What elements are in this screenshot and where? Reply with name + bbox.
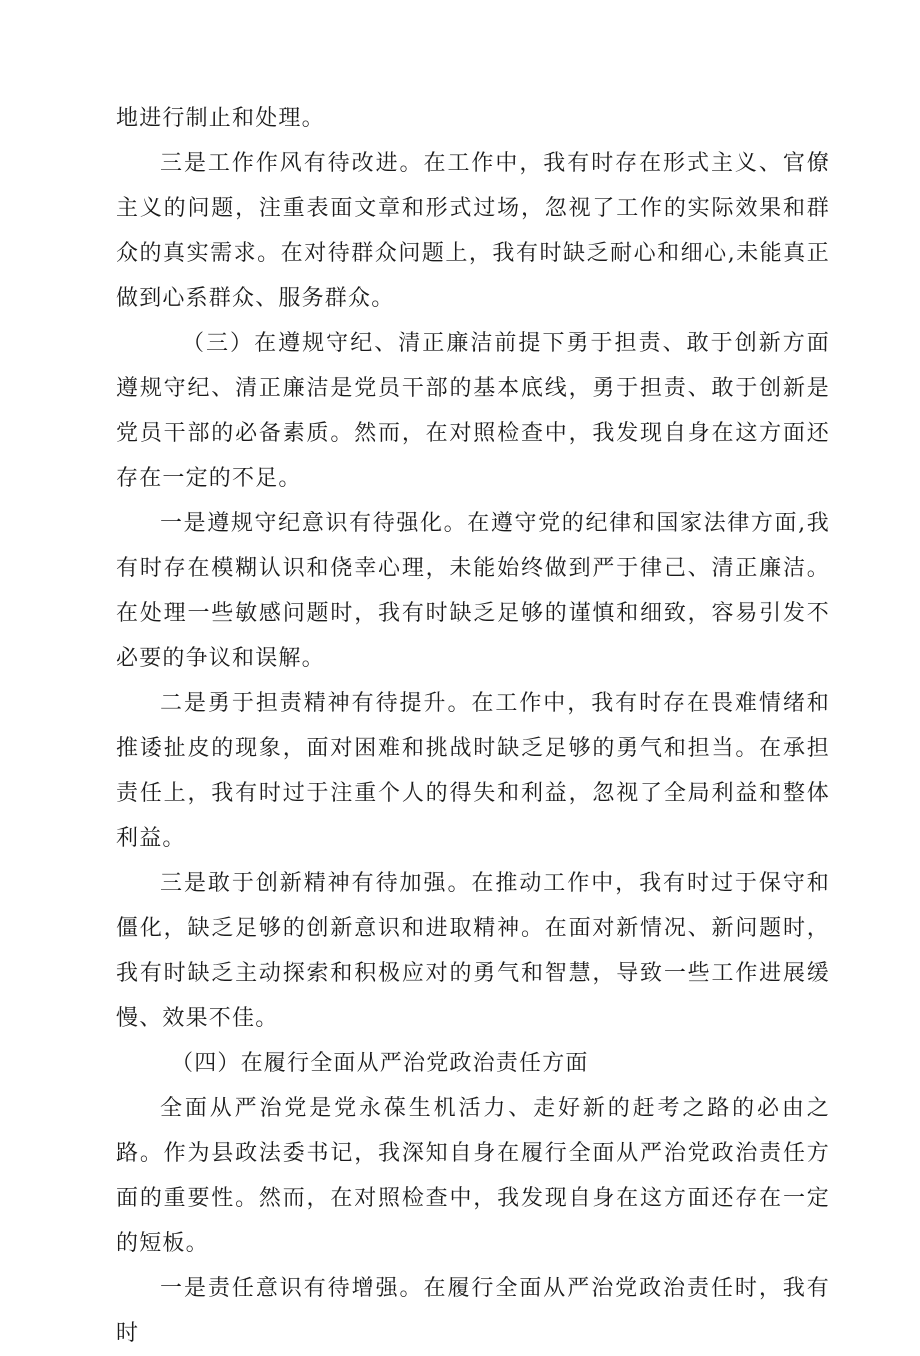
paragraph-continuation: 地进行制止和处理。 (116, 106, 325, 131)
section-four-heading: （四）在履行全面从严治党政治责任方面 (171, 1051, 589, 1076)
paragraph-work-style: 三是工作作风有待改进。在工作中，我有时存在形式主义、官僚主义的问题，注重表面文章和形式过场，忽视了工作的实际效果和群众的真实需求。在对待群众问题上，我有时缺乏耐心和细心,未能真正做到心系群众、服务群众。 (116, 151, 830, 311)
document-page (116, 96, 830, 1356)
paragraph-party-governance: 全面从严治党是党永葆生机活力、走好新的赶考之路的必由之路。作为县政法委书记，我深知自身在履行全面从严治党政治责任方面的重要性。然而，在对照检查中，我发现自身在这方面还存在一定的短板。 (116, 1096, 830, 1256)
paragraph-responsibility-awareness: 一是责任意识有待增强。在履行全面从严治党政治责任时，我有时 (116, 1276, 830, 1346)
paragraph-discipline: 一是遵规守纪意识有待强化。在遵守党的纪律和国家法律方面,我有时存在模糊认识和侥幸心理，未能始终做到严于律己、清正廉洁。在处理一些敏感问题时，我有时缺乏足够的谨慎和细致，容易引发不必要的争议和误解。 (116, 511, 830, 671)
paragraph-innovation: 三是敢于创新精神有待加强。在推动工作中，我有时过于保守和僵化，缺乏足够的创新意识和进取精神。在面对新情况、新问题时，我有时缺乏主动探索和积极应对的勇气和智慧，导致一些工作进展缓慢、效果不佳。 (116, 871, 830, 1031)
section-three-paragraph: （三）在遵规守纪、清正廉洁前提下勇于担责、敢于创新方面遵规守纪、清正廉洁是党员干部的基本底线，勇于担责、敢于创新是党员干部的必备素质。然而，在对照检查中，我发现自身在这方面还存在一定的不足。 (116, 331, 830, 491)
paragraph-responsibility: 二是勇于担责精神有待提升。在工作中，我有时存在畏难情绪和推诿扯皮的现象，面对困难和挑战时缺乏足够的勇气和担当。在承担责任上，我有时过于注重个人的得失和利益，忽视了全局利益和整体利益。 (116, 691, 830, 851)
